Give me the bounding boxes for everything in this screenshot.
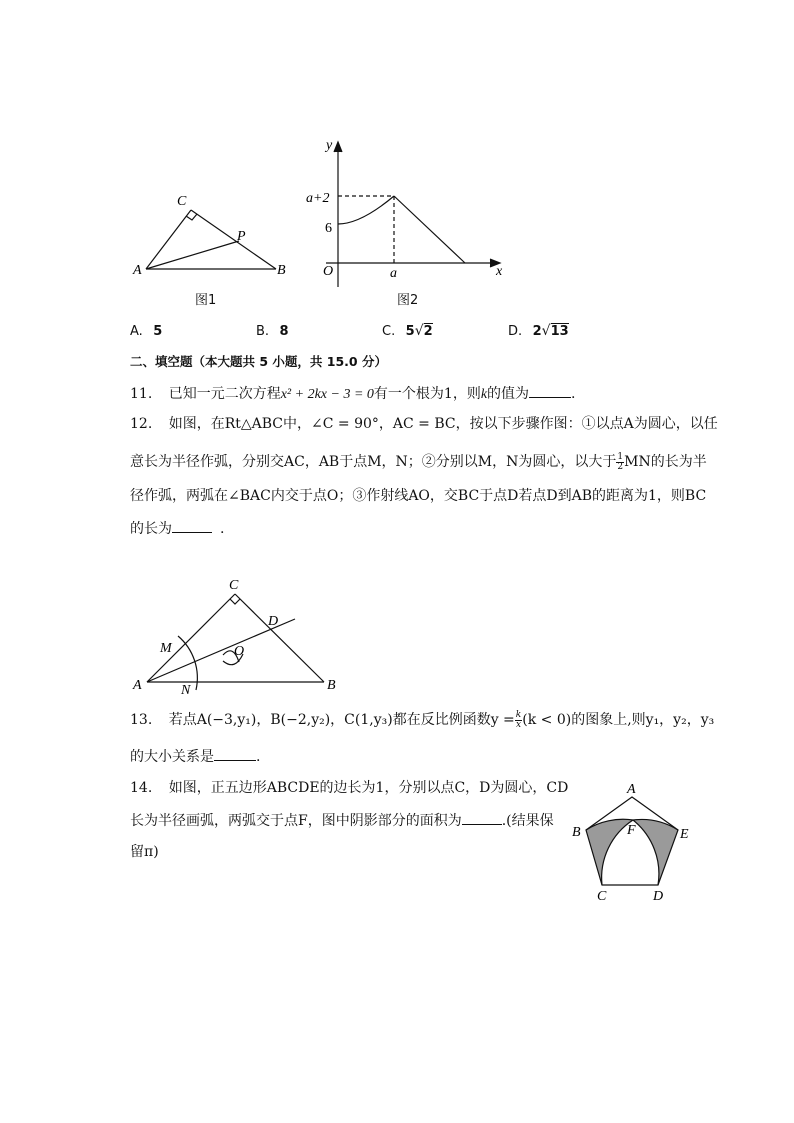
sqrt-symbol: √	[414, 323, 424, 339]
fig3-label-n: N	[181, 683, 191, 697]
question-12-line-2: 意长为半径作弧，分别交AC，AB于点M，N；②分别以M，N为圆心，以大于 $\frac{1}{2}$ MN的长为半	[130, 451, 707, 472]
fig3-label-c: C	[229, 578, 239, 593]
question-11: 11. 已知一元二次方程x² + 2kx − 3 = 0有一个根为1，则k的值为 .	[130, 383, 576, 405]
question-14-line-3: 留π)	[130, 844, 159, 860]
fig2-tick-a2: a+2	[306, 191, 330, 206]
answer-blank[interactable]	[462, 810, 502, 825]
fig1-label-b: B	[277, 263, 286, 278]
fig3-label-d: D	[268, 614, 279, 629]
fig3-label-m: M	[160, 641, 172, 656]
fig4-label-a: A	[627, 782, 636, 797]
fig4-label-c: C	[597, 889, 607, 904]
fig3-label-a: A	[133, 678, 142, 693]
answer-blank[interactable]	[214, 746, 256, 761]
fig3-label-b: B	[327, 678, 336, 693]
question-13-line-1: 13. 若点A(−3,y₁)，B(−2,y₂)，C(1,y₃)都在反比例函数y = $\frac{k}{x}$ (k < 0)的图象上,则y₁，y₂，y₃	[130, 709, 715, 730]
section-2-title: 二、填空题（本大题共 5 小题，共 15.0 分）	[130, 354, 387, 369]
fraction-half: $\frac{1}{2}$	[617, 451, 624, 472]
option-a[interactable]: A. 5	[130, 324, 163, 339]
figure-3-construction	[125, 572, 355, 697]
fig2-tick-a: a	[390, 266, 397, 281]
fig1-label-c: C	[177, 194, 187, 209]
fig2-origin: O	[323, 264, 334, 279]
question-14-line-2: 长为半径画弧，两弧交于点F，图中阴影部分的面积为 .(结果保	[130, 810, 554, 831]
sqrt-symbol: √	[541, 323, 551, 339]
figure-2-graph	[300, 132, 510, 292]
question-12-line-1: 12. 如图，在Rt△ABC中，∠C = 90°，AC = BC，按以下步骤作图：①以点A为圆心，以任	[130, 416, 718, 432]
option-d[interactable]: D. 2√13	[508, 323, 569, 339]
fig4-label-e: E	[680, 827, 689, 842]
fig2-x-label: x	[496, 264, 503, 279]
question-13-line-2: 的大小关系是 .	[130, 746, 260, 767]
fig4-label-b: B	[572, 825, 581, 840]
question-12-line-4: 的长为 .	[130, 518, 224, 539]
fig1-label-a: A	[133, 263, 142, 278]
fig2-tick-6: 6	[325, 221, 332, 236]
fig3-label-o: O	[234, 644, 245, 659]
question-14-line-1: 14. 如图，正五边形ABCDE的边长为1，分别以点C，D为圆心，CD	[130, 780, 569, 796]
option-b[interactable]: B. 8	[256, 324, 289, 339]
option-c[interactable]: C. 5√2	[382, 323, 433, 339]
fig1-label-p: P	[237, 229, 246, 244]
figure-1-caption: 图1	[195, 293, 217, 308]
figure-4-pentagon	[565, 777, 700, 905]
answer-blank[interactable]	[529, 383, 571, 398]
fig4-label-f: F	[627, 823, 636, 838]
question-12-line-3: 径作弧，两弧在∠BAC内交于点O；③作射线AO，交BC于点D若点D到AB的距离为1，则BC	[130, 488, 707, 504]
figure-2-caption: 图2	[397, 293, 419, 308]
fraction-k-over-x: $\frac{k}{x}$	[515, 709, 522, 730]
answer-blank[interactable]	[172, 518, 212, 533]
fig4-label-d: D	[653, 889, 664, 904]
fig2-y-label: y	[326, 138, 333, 153]
